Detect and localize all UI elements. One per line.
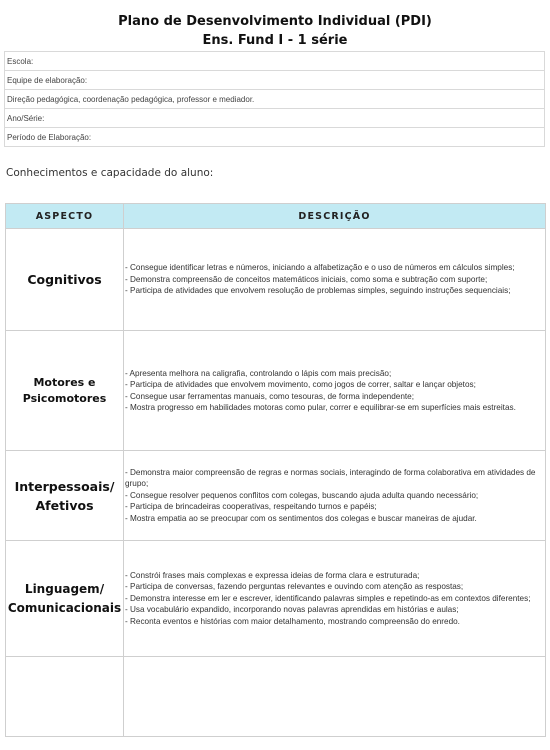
table-row: [6, 229, 546, 331]
description-cell[interactable]: [124, 229, 546, 331]
aspect-label: Motores e: [33, 375, 96, 389]
description-cell[interactable]: [124, 451, 546, 541]
section-subtitle: Conhecimentos e capacidade do aluno:: [6, 167, 214, 179]
list-item: - Participa de brincadeiras cooperativas, respeitando turnos e papéis;: [125, 502, 377, 512]
title-line-1: Plano de Desenvolvimento Individual (PDI): [118, 14, 432, 29]
field-periodo[interactable]: Período de Elaboração:: [5, 128, 545, 147]
field-direcao[interactable]: Direção pedagógica, coordenação pedagógica, professor e mediador.: [5, 90, 545, 109]
list-item: - Mostra empatia ao se preocupar com os sentimentos dos colegas e buscar maneiras de ajudar.: [125, 513, 477, 523]
table-row: [6, 451, 546, 541]
aspect-cell: [6, 229, 124, 331]
aspect-label: Interpessoais/: [14, 478, 115, 494]
table-header-row: [6, 204, 546, 229]
list-item: - Apresenta melhora na caligrafia, controlando o lápis com mais precisão;: [125, 368, 392, 378]
list-item: - Participa de atividades que envolvem movimento, como jogos de correr, saltar e lançar objetos;: [125, 380, 476, 389]
aspect-label: Comunicacionais: [7, 600, 122, 615]
description-cell-empty[interactable]: [124, 657, 546, 737]
list-item: - Demonstra compreensão de conceitos matemáticos iniciais, como soma e subtração com suporte;: [125, 274, 488, 284]
info-fields-table: [4, 51, 545, 147]
title-line-2: Ens. Fund I - 1 série: [202, 33, 348, 48]
header-description: DESCRIÇÃO: [124, 204, 546, 229]
header-aspect: ASPECTO: [6, 204, 124, 229]
field-ano-serie[interactable]: Ano/Série:: [5, 109, 545, 128]
table-row: [6, 541, 546, 657]
aspects-table: [5, 203, 546, 737]
field-equipe[interactable]: Equipe de elaboração:: [5, 71, 545, 90]
list-item: - Participa de conversas, fazendo perguntas relevantes e ouvindo com atenção as respostas;: [125, 582, 464, 592]
table-row: [6, 657, 546, 737]
document-title: [0, 12, 550, 50]
description-cell[interactable]: [124, 331, 546, 451]
aspect-cell-empty[interactable]: [6, 657, 124, 737]
aspect-label: Psicomotores: [22, 391, 107, 405]
aspect-label: Cognitivos: [27, 272, 102, 287]
list-item: - Constrói frases mais complexas e expressa ideias de forma clara e estruturada;: [125, 570, 420, 580]
table-row: [6, 331, 546, 451]
list-item: - Consegue resolver pequenos conflitos com colegas, buscando ajuda adulta quando necessário;: [125, 490, 479, 500]
list-item: - Consegue identificar letras e números, iniciando a alfabetização e o uso de números em cálculos simples;: [125, 263, 515, 273]
list-item: - Participa de atividades que envolvem resolução de problemas simples, seguindo instruções sequenciais;: [125, 286, 511, 296]
aspect-cell: [6, 331, 124, 451]
list-item: - Reconta eventos e histórias com maior detalhamento, mostrando compreensão do enredo.: [125, 616, 460, 626]
aspect-label: Linguagem/: [24, 581, 105, 596]
aspect-label: Afetivos: [35, 497, 94, 513]
list-item: - Usa vocabulário expandido, incorporando novas palavras aprendidas em histórias e aulas;: [125, 605, 459, 615]
list-item: - Consegue usar ferramentas manuais, como tesouras, de forma independente;: [125, 391, 414, 401]
aspect-cell: [6, 541, 124, 657]
list-item: - Mostra progresso em habilidades motoras como pular, correr e equilibrar-se em superfícies mais estreitas.: [125, 403, 516, 412]
description-cell[interactable]: [124, 541, 546, 657]
aspect-cell: [6, 451, 124, 541]
list-item: - Demonstra maior compreensão de regras e normas sociais, interagindo de forma colaborativa em atividades de grupo;: [125, 467, 536, 489]
list-item: - Demonstra interesse em ler e escrever, identificando palavras simples e repetindo-as em contextos diferentes;: [125, 593, 531, 603]
field-escola[interactable]: Escola:: [5, 52, 545, 71]
